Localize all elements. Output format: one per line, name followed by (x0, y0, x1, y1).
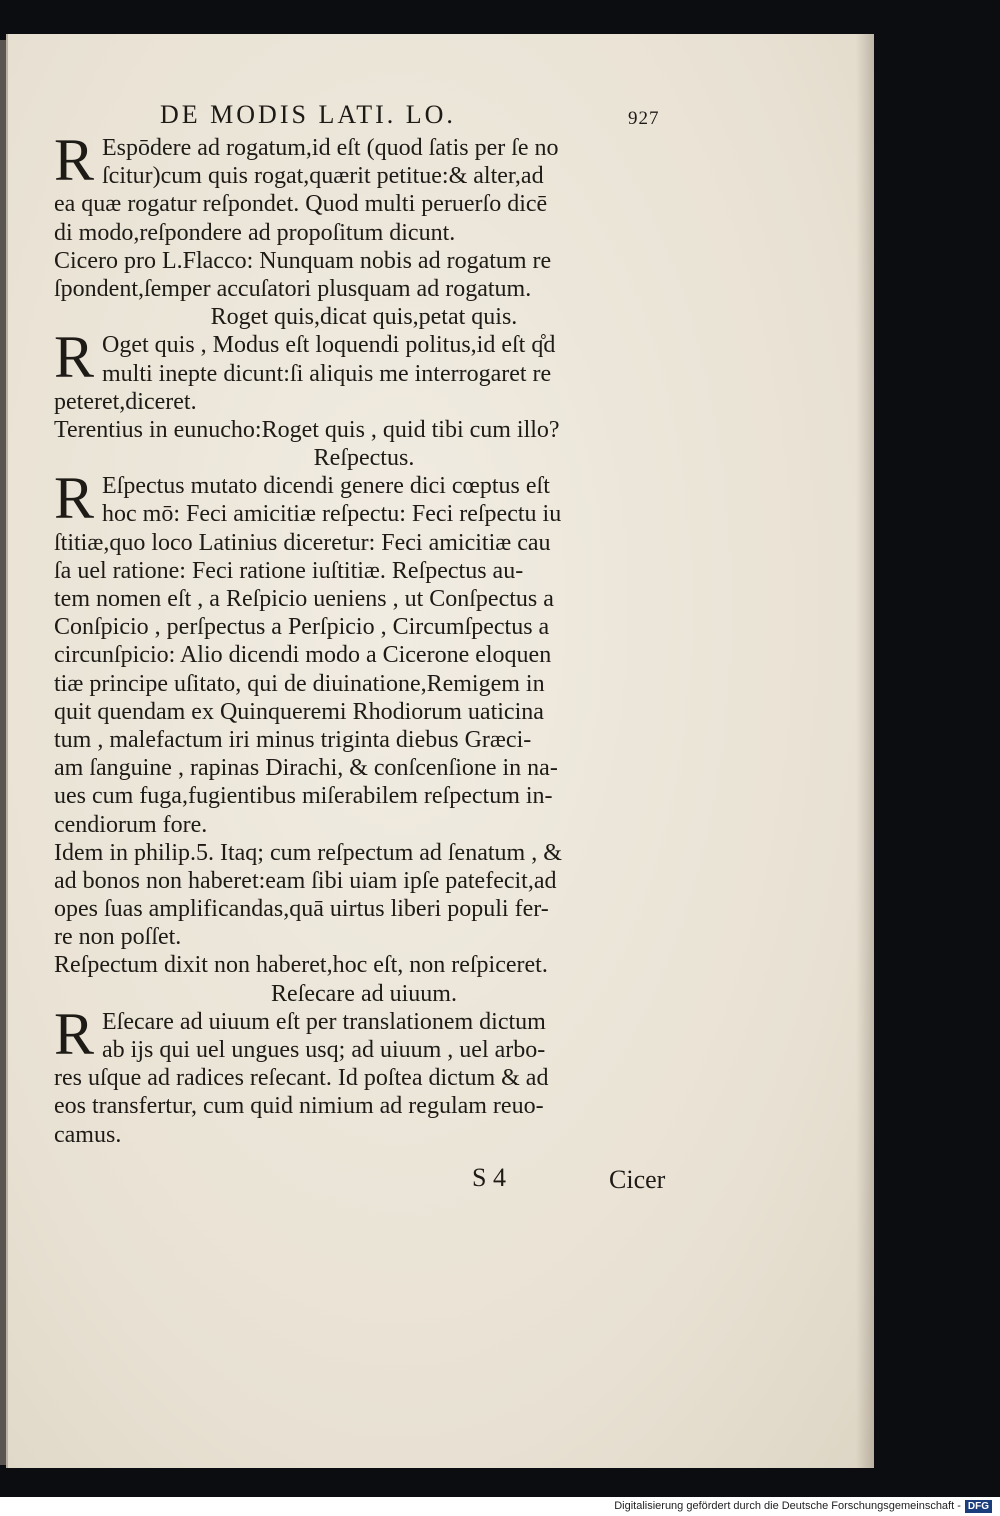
text-line: am ſanguine , rapinas Dirachi, & conſcenſione in na- (54, 755, 558, 782)
text-line: Cicero pro L.Flacco: Nunquam nobis ad rogatum re (54, 247, 552, 274)
text-line: quit quendam ex Quinqueremi Rhodiorum uaticina (54, 698, 544, 725)
text-line: tum , malefactum iri minus triginta diebus Græci- (54, 726, 532, 753)
text-line: camus. (54, 1121, 122, 1148)
text-line: Eſpectus mutato dicendi genere dici cœptus eſt (102, 473, 550, 500)
text-line: ues cum fuga,fugientibus miſerabilem reſpectum in- (54, 783, 553, 810)
paragraph (54, 465, 674, 979)
running-title: DE MODIS LATI. LO. (160, 100, 456, 129)
digitization-credit (614, 1497, 992, 1516)
drop-cap: R (54, 324, 95, 391)
text-line: Espōdere ad rogatum,id eſt (quod ſatis per ſe no (102, 135, 559, 161)
paragraph (54, 1000, 674, 1149)
text-line: circunſpicio: Alio dicendi modo a Cicerone eloquen (54, 642, 552, 669)
paragraph (54, 324, 674, 444)
text-line: res uſque ad radices reſecant. Id poſtea dictum & ad (54, 1065, 549, 1092)
text-line: ſa uel ratione: Feci ratione iuſtitiæ. Reſpectus au- (54, 557, 524, 584)
text-line: ea quæ rogatur reſpondet. Quod multi peruerſo dicē (54, 191, 548, 218)
text-line: Reſpectum dixit non haberet,hoc eſt, non reſpiceret. (54, 952, 548, 979)
text-line: Terentius in eunucho:Roget quis , quid tibi cum illo? (54, 416, 560, 443)
catchword-line (54, 1163, 674, 1199)
dfg-logo: DFG (965, 1500, 992, 1513)
drop-cap: R (54, 465, 95, 532)
page-number: 927 (628, 108, 660, 129)
section-heading: Reſpectus. (313, 445, 415, 472)
text-line: tem nomen eſt , a Reſpicio ueniens , ut Conſpectus a (54, 586, 554, 612)
text-line: tiæ principe uſitato, qui de diuinatione,Remigem in (54, 670, 545, 697)
text-line: Conſpicio , perſpectus a Perſpicio , Circumſpectus a (54, 614, 550, 641)
text-line: peteret,diceret. (54, 388, 197, 415)
section-heading: Roget quis,dicat quis,petat quis. (210, 304, 518, 331)
text-line: ad bonos non haberet:eam ſibi uiam ipſe patefecit,ad (54, 867, 557, 894)
credit-text: Digitalisierung gefördert durch die Deutsche Forschungsgemeinschaft - (614, 1500, 961, 1512)
running-header (54, 100, 674, 134)
text-line: ſtitiæ,quo loco Latinius diceretur: Feci amicitiæ cau (54, 529, 551, 556)
sections (54, 127, 674, 1149)
catchword: Cicer (609, 1164, 666, 1194)
drop-cap: R (54, 127, 95, 193)
text-line: Eſecare ad uiuum eſt per translationem dictum (102, 1008, 546, 1035)
paragraph (54, 127, 674, 303)
book-page (6, 34, 874, 1468)
text-line: opes ſuas amplificandas,quā uirtus liberi populi fer- (54, 896, 549, 923)
text-line: cendiorum fore. (54, 811, 208, 838)
text-line: di modo,reſpondere ad propoſitum dicunt. (54, 219, 456, 246)
text-line: ſcitur)cum quis rogat,quærit petitue:& alter,ad (102, 163, 544, 190)
page-gutter-shadow (856, 34, 874, 1468)
text-line: re non poſſet. (54, 924, 182, 951)
section-heading: Reſecare ad uiuum. (271, 980, 457, 1007)
text-line: ab ijs qui uel ungues usq; ad uiuum , uel arbo- (102, 1037, 546, 1063)
text-line: eos transfertur, cum quid nimium ad regulam reuo- (54, 1093, 544, 1120)
drop-cap: R (54, 1000, 95, 1067)
text-line: Oget quis , Modus eſt loquendi politus,id eſt q̊d (102, 332, 556, 359)
text-line: multi inepte dicunt:ſi aliquis me interrogaret re (102, 360, 552, 387)
page-text (54, 100, 674, 1199)
text-line: Idem in philip.5. Itaq; cum reſpectum ad ſenatum , & (54, 839, 562, 866)
text-line: ſpondent,ſemper accuſatori plusquam ad rogatum. (54, 275, 532, 302)
signature-mark: S 4 (472, 1162, 506, 1192)
text-line: hoc mō: Feci amicitiæ reſpectu: Feci reſpectu iu (102, 501, 562, 528)
